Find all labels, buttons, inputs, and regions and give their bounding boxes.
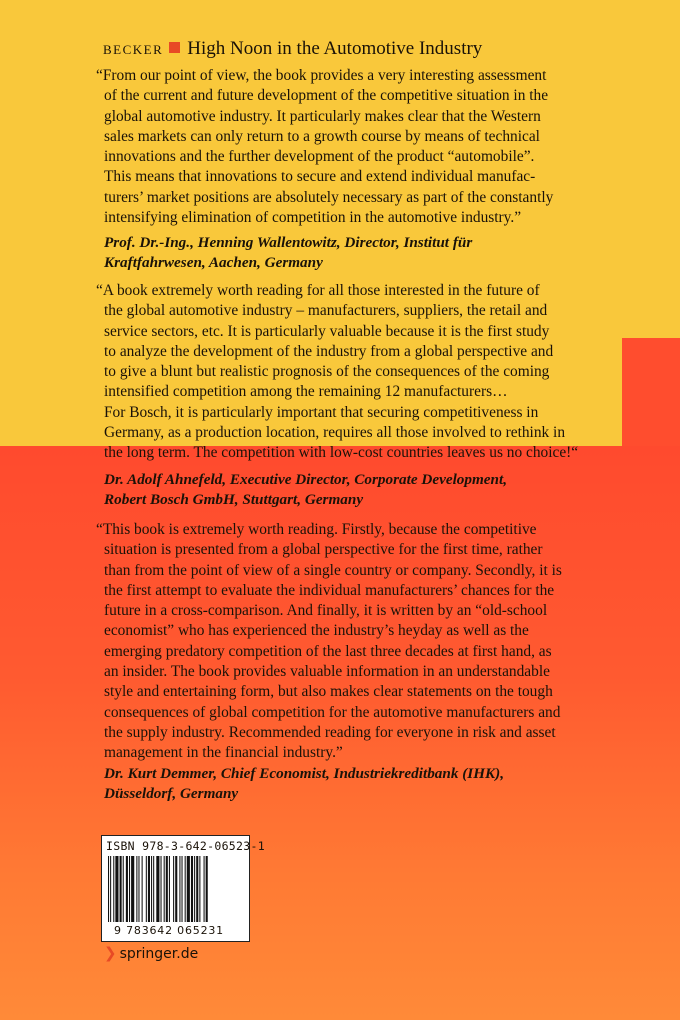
quote-line: service sectors, etc. It is particularly valuable because it is the first study [104,322,550,340]
quote-line: For Bosch, it is particularly important that securing competitiveness in [104,403,539,421]
book-title: High Noon in the Automotive Industry [187,38,483,59]
author-name: BECKER [103,42,164,57]
quote-line: the long term. The competition with low-cost countries leaves us no choice!“ [104,444,579,462]
quote-line: future in a cross-comparison. And finally, it is written by an “old-school [104,602,548,620]
square-bullet-icon [169,42,180,53]
running-header [103,38,482,60]
background-red-notch [622,338,680,446]
quote-line: to give a blunt but realistic prognosis of the consequences of the coming [104,363,550,381]
quote-line: sales markets can only return to a growth course by means of technical [104,127,540,145]
quote-line: consequences of global competition for the automotive manufacturers and [104,703,561,721]
attribution-line: Dr. Kurt Demmer, Chief Economist, Industriekreditbank (IHK), [104,765,504,782]
quote-line: the first attempt to evaluate the individual manufacturers’ chances for the [104,581,555,599]
quote-1 [96,66,586,228]
quote-line: economist” who has experienced the industry’s heyday as well as the [104,622,529,640]
quote-line: the supply industry. Recommended reading for everyone in risk and asset [104,723,556,741]
quote-line: “This book is extremely worth reading. Firstly, because the competitive [96,521,537,538]
attribution-line: Kraftfahrwesen, Aachen, Germany [104,254,323,272]
chevron-right-icon: ❯ [104,944,117,962]
barcode-bars-icon [108,856,244,922]
quote-line: This means that innovations to secure and extend individual manufac- [104,168,536,186]
isbn-barcode [101,835,265,942]
quote-line: Germany, as a production location, requires all those involved to rethink in [104,424,566,442]
attribution-line: Robert Bosch GmbH, Stuttgart, Germany [104,491,364,509]
quote-line: the global automotive industry – manufacturers, suppliers, the retail and [104,302,548,320]
quote-line: “From our point of view, the book provides a very interesting assessment [96,67,547,84]
quote-3 [96,520,586,764]
quote-line: turers’ market positions are absolutely necessary as part of the constantly [104,188,554,206]
quote-2 [96,281,586,464]
publisher-url [104,944,198,962]
attribution-line: Prof. Dr.-Ing., Henning Wallentowitz, Director, Institut für [104,234,473,251]
quote-line: intensifying elimination of competition in the automotive industry.” [104,209,522,227]
quote-line: an insider. The book provides valuable information in an understandable [104,663,550,681]
quote-line: “A book extremely worth reading for all those interested in the future of [96,282,540,299]
isbn-label: ISBN 978-3-642-06523-1 [106,839,265,853]
quote-line: than from the point of view of a single country or company. Secondly, it is [104,561,562,579]
attribution-2 [104,470,584,511]
quote-line: intensified competition among the remaining 12 manufacturers… [104,383,508,401]
quote-line: of the current and future development of the competitive situation in the [104,87,549,105]
quote-line: emerging predatory competition of the last three decades at first hand, as [104,642,552,660]
attribution-line: Dr. Adolf Ahnefeld, Executive Director, Corporate Development, [104,471,507,488]
quote-line: situation is presented from a global perspective for the first time, rather [104,541,543,559]
quote-line: to analyze the development of the industry from a global perspective and [104,342,554,360]
quote-line: management in the financial industry.” [104,744,343,762]
publisher-name: springer.de [119,946,199,962]
quote-line: global automotive industry. It particularly makes clear that the Western [104,107,541,125]
attribution-line: Düsseldorf, Germany [104,785,239,803]
quote-line: style and entertaining form, but also makes clear statements on the tough [104,683,553,701]
quote-line: innovations and the further development of the product “automobile”. [104,148,535,166]
ean-digits: 9 783642 065231 [114,924,224,937]
attribution-3 [104,764,584,805]
attribution-1 [104,233,584,274]
